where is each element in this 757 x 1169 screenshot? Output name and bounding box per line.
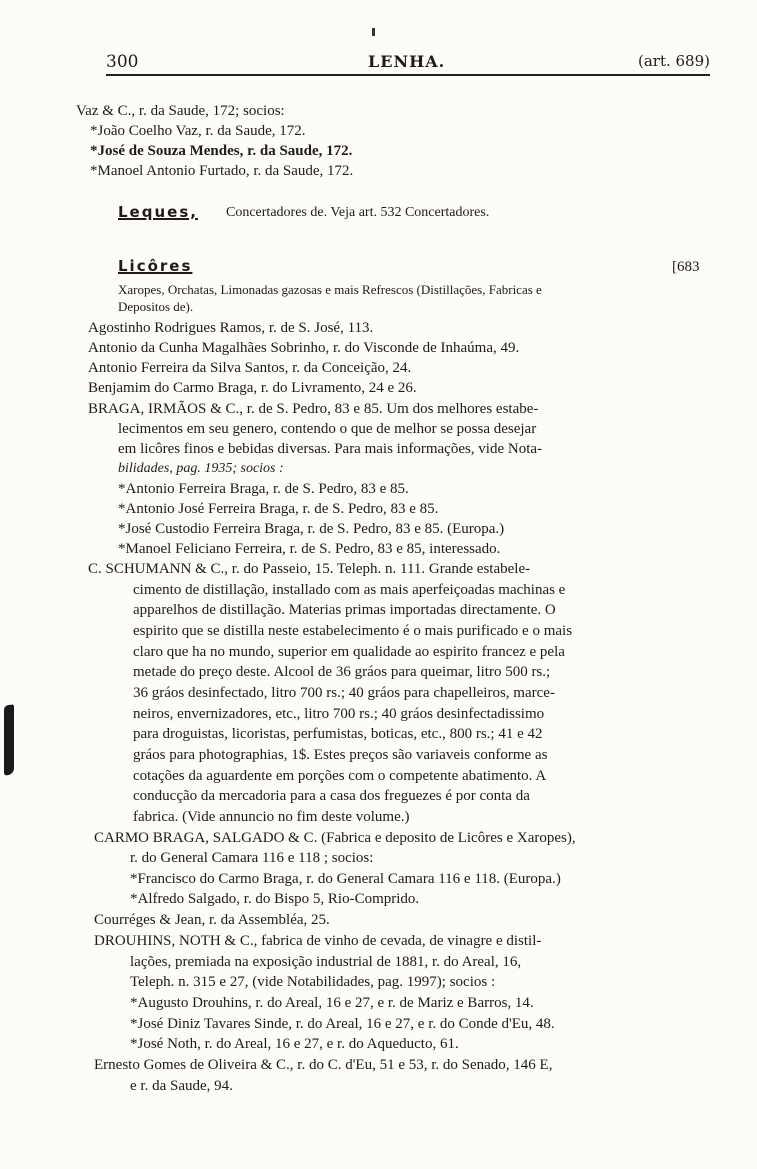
article-number: [683 [672,259,700,275]
entry-line: apparelhos de distillação. Materias primas importadas directamente. O [133,602,556,618]
section-heading: Licôres [118,257,193,275]
entry-line: DROUHINS, NOTH & C., fabrica de vinho de cevada, de vinagre e distil- [94,933,542,949]
partner-line: *José Noth, r. do Areal, 16 e 27, e r. do Aqueducto, 61. [130,1036,459,1052]
partner-line: *Antonio José Ferreira Braga, r. de S. Pedro, 83 e 85. [118,501,439,517]
entry-line: lecimentos em seu genero, contendo o que de melhor se possa desejar [118,421,537,437]
entry-line: Antonio da Cunha Magalhães Sobrinho, r. do Visconde de Inhaúma, 49. [88,340,520,356]
partner-line: *João Coelho Vaz, r. da Saude, 172. [90,123,306,139]
entry-line: Antonio Ferreira da Silva Santos, r. da Conceição, 24. [88,360,412,376]
entry-line: Benjamim do Carmo Braga, r. do Livramento, 24 e 26. [88,380,417,396]
entry-line: 36 gráos desinfectado, litro 700 rs.; 40 gráos para chapelleiros, marce- [133,685,555,701]
partner-line: *Manoel Feliciano Ferreira, r. de S. Pedro, 83 e 85, interessado. [118,541,501,557]
cross-reference: Concertadores de. Veja art. 532 Concertadores. [226,205,490,220]
section-heading: Leques, [118,203,198,221]
margin-ink-mark [4,704,14,775]
entry-line: Courréges & Jean, r. da Assembléa, 25. [94,912,330,928]
entry-line: C. SCHUMANN & C., r. do Passeio, 15. Teleph. n. 111. Grande estabele- [88,561,531,577]
entry-line: cotações da aguardente em porções com o competente abatimento. A [133,768,547,784]
entry-line: metade do preço deste. Alcool de 36 gráos para queimar, litro 500 rs.; [133,664,551,680]
partner-line: *Augusto Drouhins, r. do Areal, 16 e 27, e r. de Mariz e Barros, 14. [130,995,534,1011]
partner-line: *José Diniz Tavares Sinde, r. do Areal, 16 e 27, e r. do Conde d'Eu, 48. [130,1016,555,1032]
entry-line: Agostinho Rodrigues Ramos, r. de S. José, 113. [88,320,374,336]
entry-line: bilidades, pag. 1935; socios : [118,461,284,476]
entry-line: cimento de distillação, installado com as mais aperfeiçoadas machinas e [133,582,566,598]
section-subtitle: Xaropes, Orchatas, Limonadas gazosas e mais Refrescos (Distillações, Fabricas e [118,282,542,297]
partner-line: *Alfredo Salgado, r. do Bispo 5, Rio-Comprido. [130,891,420,907]
partner-line: *Manoel Antonio Furtado, r. da Saude, 172. [90,163,354,179]
entry-line: claro que ha no mundo, superior em qualidade ao espirito francez e pela [133,644,565,660]
entry-line: Ernesto Gomes de Oliveira & C., r. do C. d'Eu, 51 e 53, r. do Senado, 146 E, [94,1057,553,1073]
entry-line: Teleph. n. 315 e 27, (vide Notabilidades, pag. 1997); socios : [130,974,496,990]
partner-line: *Francisco do Carmo Braga, r. do General Camara 116 e 118. (Europa.) [130,871,561,887]
partner-line: *José Custodio Ferreira Braga, r. de S. Pedro, 83 e 85. (Europa.) [118,521,505,537]
entry-line: e r. da Saude, 94. [130,1078,233,1094]
running-header [106,52,710,76]
entry-line: em licôres finos e bebidas diversas. Para mais informações, vide Nota- [118,441,543,457]
partner-line: *José de Souza Mendes, r. da Saude, 172. [90,143,353,159]
entry-line: lações, premiada na exposição industrial de 1881, r. do Areal, 16, [130,954,522,970]
entry-line: para droguistas, licoristas, perfumistas, boticas, etc., 800 rs.; 41 e 42 [133,726,543,742]
article-ref: (art. 689) [637,52,710,70]
entry-line: CARMO BRAGA, SALGADO & C. (Fabrica e deposito de Licôres e Xaropes), [94,830,576,846]
entry-line: Vaz & C., r. da Saude, 172; socios: [76,103,285,119]
entry-line: espirito que se distilla neste estabelecimento é o mais purificado e o mais [133,623,573,639]
partner-line: *Antonio Ferreira Braga, r. de S. Pedro, 83 e 85. [118,481,409,497]
entry-line: neiros, envernizadores, etc., litro 700 rs.; 40 gráos desinfectadissimo [133,706,545,722]
entry-line: gráos para photographias, 1$. Estes preços são variaveis conforme as [133,747,548,763]
entry-line: r. do General Camara 116 e 118 ; socios: [130,850,374,866]
entry-line: conducção da mercadoria para a casa dos freguezes é por conta da [133,788,530,804]
print-speck [372,28,375,36]
section-subtitle: Depositos de). [118,299,194,314]
page-number: 300 [106,52,139,72]
page-title: LENHA. [368,52,446,71]
entry-line: BRAGA, IRMÃOS & C., r. de S. Pedro, 83 e 85. Um dos melhores estabe- [88,401,539,417]
entry-line: fabrica. (Vide annuncio no fim deste volume.) [133,809,410,825]
